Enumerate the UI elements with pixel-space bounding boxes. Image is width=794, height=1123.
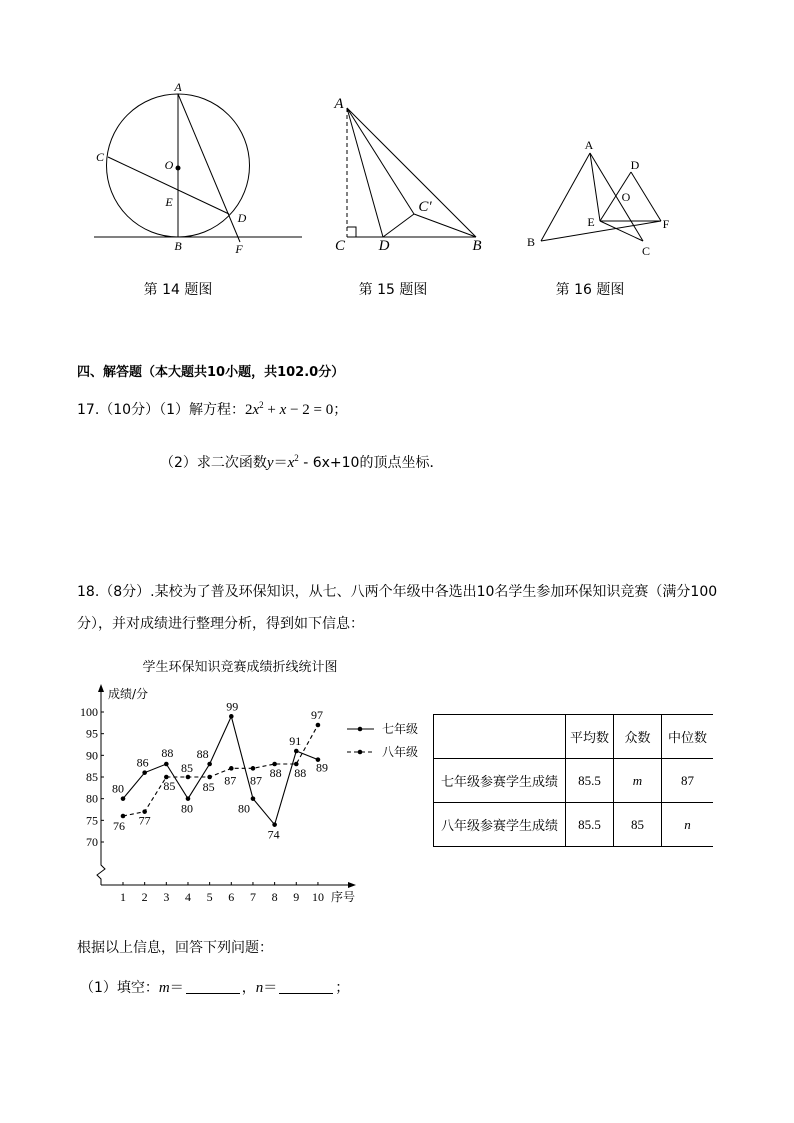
- y-tick-label: 80: [86, 791, 98, 806]
- point-label: A: [174, 80, 182, 94]
- right-angle-mark: [347, 227, 356, 237]
- segment-c-prime-d: [383, 214, 414, 237]
- chart-title: 学生环保知识竞赛成绩折线统计图: [142, 660, 338, 675]
- data-label: 88: [294, 766, 307, 781]
- y-tick-label: 70: [86, 835, 98, 849]
- header-mode: 众数: [614, 715, 662, 759]
- y-axis-label: 成绩/分: [108, 687, 149, 701]
- point-label: E: [165, 195, 173, 209]
- point-label: D: [237, 211, 247, 225]
- questions-intro: 根据以上信息，回答下列问题：: [77, 940, 273, 956]
- row-label: 八年级参赛学生成绩: [434, 803, 566, 847]
- table-row: [434, 803, 714, 847]
- segment-c-prime-b: [414, 214, 476, 237]
- variable-m: m: [158, 980, 170, 996]
- legend-marker: [358, 750, 363, 755]
- question-17-part-2: [160, 453, 443, 473]
- data-point: [251, 796, 256, 801]
- equation-variable: x: [252, 402, 260, 418]
- legend-label: 八年级: [382, 745, 419, 759]
- data-point: [121, 796, 126, 801]
- center-point-o: [176, 166, 181, 171]
- data-label: 91: [289, 734, 302, 749]
- x-tick-label: 7: [249, 890, 256, 904]
- equation-operator: +: [263, 402, 280, 418]
- question-18-line-1: 18.（8分）.某校为了普及环保知识，从七、八两个年级中各选出10名学生参加环保知识竞赛（满分100: [77, 584, 718, 600]
- data-label: 77: [138, 813, 151, 828]
- data-label: 89: [315, 760, 328, 775]
- point-label: C: [641, 244, 651, 258]
- point-label: E: [587, 215, 595, 229]
- y-tick-label: 100: [80, 705, 98, 720]
- equation: [245, 402, 333, 418]
- point-label: A: [334, 96, 344, 112]
- table-header-row: [434, 715, 714, 759]
- x-tick-label: 2: [141, 890, 148, 904]
- cell-mode: 85: [614, 803, 662, 847]
- line-chart: [60, 650, 435, 915]
- cell-median: 87: [662, 759, 714, 803]
- equation-exponent: 2: [259, 400, 264, 410]
- x-tick-label: 9: [293, 890, 300, 904]
- separator: ，: [241, 980, 256, 996]
- question-text: 的顶点坐标．: [359, 455, 444, 471]
- data-label: 80: [112, 781, 124, 796]
- point-label: B: [472, 238, 482, 254]
- function-variable-y: y: [266, 455, 274, 471]
- figures-row: [80, 75, 700, 265]
- point-label: F: [662, 217, 670, 231]
- figure-16-caption: 第 16 题图: [555, 282, 625, 298]
- data-label: 99: [226, 699, 239, 714]
- figure-16-diagram: [527, 138, 670, 258]
- data-label: 76: [113, 819, 125, 834]
- answer-blank-n: [279, 979, 333, 994]
- x-tick-label: 3: [163, 890, 170, 904]
- point-label: C′: [418, 199, 432, 215]
- equals-sign: ＝: [273, 455, 288, 471]
- header-mean: 平均数: [566, 715, 614, 759]
- cell-mean: 85.5: [566, 759, 614, 803]
- x-axis-label: 序号: [331, 890, 356, 904]
- segment-ab: [347, 108, 476, 237]
- section-title: 四、解答题（本大题共10小题，共102.0分）: [77, 365, 345, 380]
- data-point: [316, 723, 321, 728]
- point-label: B: [174, 239, 182, 253]
- cell-mean: 85.5: [566, 803, 614, 847]
- point-label: C: [95, 150, 105, 164]
- data-point: [251, 766, 256, 771]
- data-point: [229, 766, 234, 771]
- point-label: C: [334, 238, 346, 254]
- x-tick-label: 10: [311, 890, 324, 904]
- header-median: 中位数: [662, 715, 714, 759]
- data-label: 87: [249, 773, 262, 788]
- segment-ac-prime: [347, 108, 414, 214]
- series-line-1: [123, 716, 318, 824]
- figure-14-caption: 第 14 题图: [143, 282, 213, 298]
- legend-label: 七年级: [382, 722, 419, 736]
- data-label: 85: [163, 779, 176, 794]
- point-label: D: [630, 158, 640, 172]
- y-axis: [97, 690, 105, 885]
- question-18-line-2: 分），并对成绩进行整理分析，得到如下信息：: [77, 616, 364, 632]
- x-axis-arrow: [348, 882, 356, 888]
- punctuation: ；: [333, 402, 348, 418]
- answer-blank-m: [186, 979, 240, 994]
- punctuation: ；: [335, 980, 350, 996]
- figure-15-caption: 第 15 题图: [358, 282, 428, 298]
- point-label: D: [378, 238, 390, 254]
- data-label: 80: [180, 801, 193, 816]
- table-corner-cell: [434, 715, 566, 759]
- point-label: F: [235, 242, 243, 256]
- data-point: [142, 770, 147, 775]
- question-text: （2）求二次函数: [160, 455, 267, 471]
- data-label: 88: [196, 747, 209, 762]
- equals-sign: ＝: [263, 980, 278, 996]
- data-label: 74: [267, 827, 280, 842]
- data-point: [229, 714, 234, 719]
- line-af: [178, 94, 240, 242]
- equation-rest: − 2 = 0: [286, 402, 334, 418]
- cell-median: n: [662, 803, 714, 847]
- x-tick-label: 5: [206, 890, 213, 904]
- table-row: [434, 759, 714, 803]
- question-17-part-1: [77, 400, 347, 420]
- row-label: 七年级参赛学生成绩: [434, 759, 566, 803]
- data-point: [294, 749, 299, 754]
- data-point: [164, 762, 169, 767]
- data-label: 85: [202, 780, 215, 795]
- x-tick-label: 1: [120, 890, 126, 904]
- segment-df: [631, 172, 661, 221]
- data-point: [272, 822, 277, 827]
- data-label: 97: [310, 708, 323, 723]
- y-tick-label: 85: [86, 770, 98, 785]
- legend-marker: [358, 727, 363, 732]
- data-point: [207, 762, 212, 767]
- data-point: [207, 775, 212, 780]
- data-label: 88: [269, 766, 282, 781]
- equation-coefficient: 2: [245, 402, 253, 418]
- cell-mode: m: [614, 759, 662, 803]
- x-tick-label: 8: [271, 890, 278, 904]
- data-label: 87: [224, 773, 237, 788]
- equation-variable: x: [279, 402, 287, 418]
- question-text: 17.（10分）（1）解方程：: [77, 402, 245, 418]
- question-text: （1）填空：: [80, 980, 159, 996]
- y-axis-arrow: [98, 684, 104, 692]
- equals-sign: ＝: [169, 980, 184, 996]
- x-tick-label: 4: [184, 890, 191, 904]
- y-tick-label: 75: [86, 813, 98, 828]
- figure-14-diagram: [94, 80, 302, 256]
- segment-ae: [590, 153, 600, 221]
- data-point: [121, 814, 126, 819]
- y-tick-label: 90: [86, 748, 98, 763]
- segment-bf: [541, 221, 661, 241]
- question-18-part-1: [80, 978, 349, 998]
- segment-ab: [541, 153, 590, 241]
- stats-table: [433, 714, 713, 847]
- data-label: 85: [180, 761, 193, 776]
- segment-ad: [347, 108, 383, 237]
- function-exponent: 2: [294, 453, 299, 463]
- point-label: B: [526, 235, 536, 249]
- point-label: O: [621, 190, 631, 204]
- function-rest: - 6x+10: [298, 455, 360, 471]
- data-label: 86: [136, 755, 149, 770]
- function-variable-x: x: [287, 455, 295, 471]
- data-point: [186, 775, 191, 780]
- point-label: O: [164, 158, 174, 172]
- figure-15-diagram: [333, 96, 481, 254]
- data-label: 88: [161, 746, 174, 761]
- point-label: A: [584, 138, 594, 152]
- y-tick-label: 95: [86, 726, 98, 741]
- data-label: 80: [237, 801, 250, 816]
- data-point: [186, 796, 191, 801]
- x-tick-label: 6: [228, 890, 235, 904]
- variable-n: n: [255, 980, 264, 996]
